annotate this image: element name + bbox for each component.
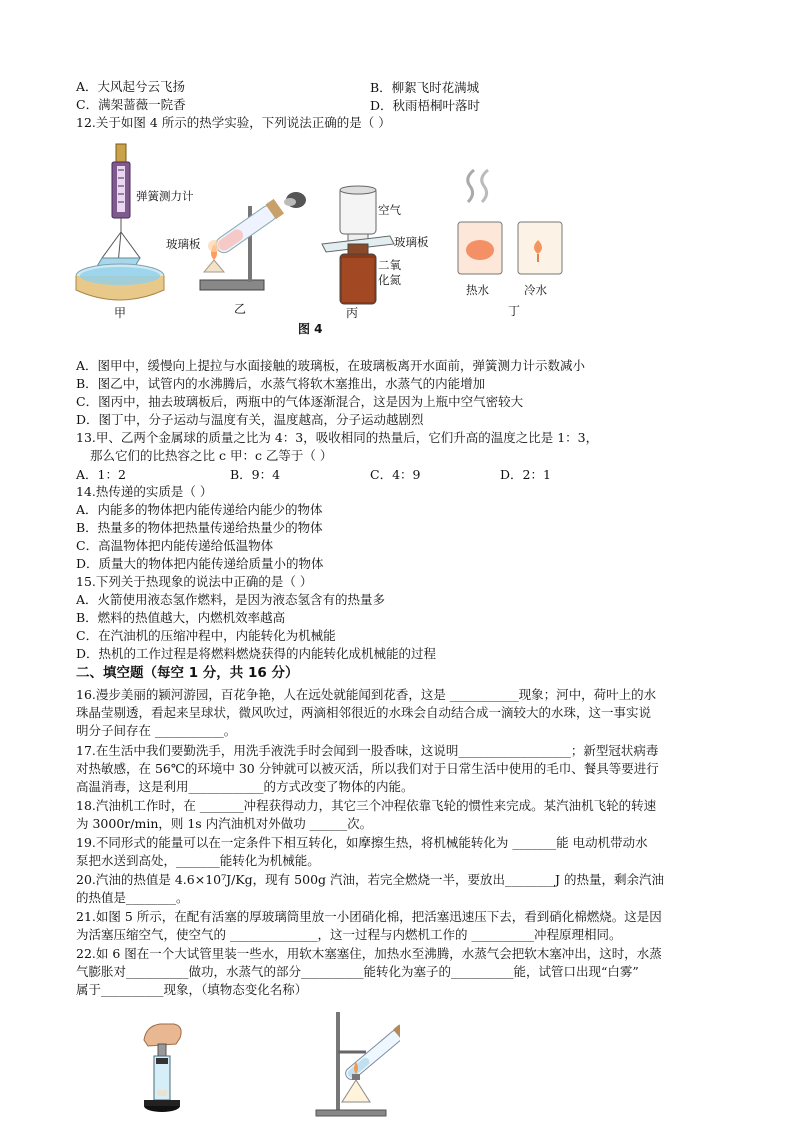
label-cold-water: 冷水 xyxy=(524,283,547,297)
q14-option-d: D．质量大的物体把内能传递给质量小的物体 xyxy=(76,556,324,571)
fig-ding-apparatus xyxy=(458,170,562,274)
q17-line-1: 17.在生活中我们要勤洗手，用洗手液洗手时会闻到一股香味，这说明__________________；新型冠状病毒 xyxy=(76,743,659,758)
q11-option-c: C．满架蔷薇一院香 xyxy=(76,97,186,112)
label-yi: 乙 xyxy=(234,302,247,316)
figures-5-6-illustration xyxy=(140,1010,400,1118)
q13-option-a: A．1：2 xyxy=(76,467,126,482)
label-bing: 丙 xyxy=(346,306,359,320)
q13-stem-1: 13.甲、乙两个金属球的质量之比为 4：3，吸收相同的热量后，它们升高的温度之比是 1：3， xyxy=(76,430,599,445)
fig6-test-tube-stand xyxy=(316,1012,400,1116)
q13-option-d: D．2：1 xyxy=(500,467,551,482)
q15-option-c: C．在汽油机的压缩冲程中，内能转化为机械能 xyxy=(76,628,336,643)
q16-line-3: 明分子间存在 ___________。 xyxy=(76,723,237,738)
q21-line-2: 为活塞压缩空气，使空气的 ______________，这一过程与内燃机工作的 __________冲程原理相同。 xyxy=(76,927,622,942)
q15-option-a: A．火箭使用液态氢作燃料，是因为液态氢含有的热量多 xyxy=(76,592,386,607)
label-no2: 二氧 化氮 xyxy=(378,258,401,287)
q22-line-2: 气膨胀对__________做功，水蒸气的部分__________能转化为塞子的__________能，试管口出现“白雾” xyxy=(76,964,639,979)
q12-option-c: C．图丙中，抽去玻璃板后，两瓶中的气体逐渐混合，这是因为上瓶中空气密较大 xyxy=(76,394,524,409)
q13-stem-2: 那么它们的比热容之比 c 甲：c 乙等于（ ） xyxy=(90,448,333,463)
q14-option-c: C．高温物体把内能传递给低温物体 xyxy=(76,538,274,553)
label-ding: 丁 xyxy=(508,304,521,318)
q13-option-b: B．9：4 xyxy=(230,467,281,482)
q16-line-2: 珠晶莹剔透，看起来呈球状，微风吹过，两滴相邻很近的水珠会自动结合成一滴较大的水珠，这一事实说 xyxy=(76,705,652,720)
label-air: 空气 xyxy=(378,203,401,217)
q15-option-b: B．燃料的热值越大，内燃机效率越高 xyxy=(76,610,286,625)
q20-line-1: 20.汽油的热值是 4.6×10⁷J/Kg，现有 500g 汽油，若完全燃烧一半，要放出________J 的热量，剩余汽油 xyxy=(76,872,664,887)
label-spring-scale: 弹簧测力计 xyxy=(136,189,194,203)
q14-option-a: A．内能多的物体把内能传递给内能少的物体 xyxy=(76,502,323,517)
q11-option-d: D．秋雨梧桐叶落时 xyxy=(370,98,481,113)
q15-option-d: D．热机的工作过程是将燃料燃烧获得的内能转化成机械能的过程 xyxy=(76,646,437,661)
q20-line-2: 的热值是________。 xyxy=(76,890,189,905)
q12-option-d: D．图丁中，分子运动与温度有关，温度越高，分子运动越剧烈 xyxy=(76,412,424,427)
q12-option-a: A．图甲中，缓慢向上提拉与水面接触的玻璃板，在玻璃板离开水面前，弹簧测力计示数减小 xyxy=(76,358,586,373)
q19-line-2: 泵把水送到高处，_______能转化为机械能。 xyxy=(76,853,320,868)
fig-jia-apparatus xyxy=(76,144,164,300)
q14-stem: 14.热传递的实质是（ ） xyxy=(76,484,213,499)
q14-option-b: B．热量多的物体把热量传递给热量少的物体 xyxy=(76,520,323,535)
q19-line-1: 19.不同形式的能量可以在一定条件下相互转化，如摩擦生热，将机械能转化为 _______能 电动机带动水 xyxy=(76,835,648,850)
q18-line-1: 18.汽油机工作时，在 _______冲程获得动力，其它三个冲程依靠飞轮的惯性来完成。某汽油机飞轮的转速 xyxy=(76,798,657,813)
section-2-heading: 二、填空题（每空 1 分，共 16 分） xyxy=(76,665,299,681)
figure-4-illustration xyxy=(72,140,672,340)
q17-line-3: 高温消毒，这是利用____________的方式改变了物体的内能。 xyxy=(76,779,414,794)
fig-yi-apparatus xyxy=(200,192,306,290)
figure-4-caption: 图 4 xyxy=(298,322,323,336)
label-glass-plate-bing: 玻璃板 xyxy=(394,235,429,249)
q17-line-2: 对热敏感，在 56℃的环境中 30 分钟就可以被灭活，所以我们对于日常生活中使用的毛巾、餐具等要进行 xyxy=(76,761,659,776)
label-glass-plate-jia: 玻璃板 xyxy=(166,237,201,251)
q18-line-2: 为 3000r/min，则 1s 内汽油机对外做功 ______次。 xyxy=(76,816,373,831)
q16-line-1: 16.漫步美丽的颍河游园，百花争艳，人在远处就能闻到花香，这是 ___________现象；河中，荷叶上的水 xyxy=(76,687,657,702)
label-hot-water: 热水 xyxy=(466,283,489,297)
q22-line-1: 22.如 6 图在一个大试管里装一些水，用软木塞塞住，加热水至沸腾，水蒸气会把软木塞冲出，这时，水蒸 xyxy=(76,946,662,961)
q12-option-b: B．图乙中，试管内的水沸腾后，水蒸气将软木塞推出，水蒸气的内能增加 xyxy=(76,376,486,391)
q11-option-b: B．柳絮飞时花满城 xyxy=(370,80,480,95)
figures-5-6 xyxy=(140,1010,400,1118)
q12-stem: 12.关于如图 4 所示的热学实验，下列说法正确的是（ ） xyxy=(76,115,391,130)
fig5-piston-cylinder xyxy=(144,1024,181,1112)
q22-line-3: 属于__________现象，（填物态变化名称） xyxy=(76,982,308,997)
label-jia: 甲 xyxy=(114,306,127,320)
q15-stem: 15.下列关于热现象的说法中正确的是（ ） xyxy=(76,574,313,589)
q13-option-c: C．4：9 xyxy=(370,467,421,482)
q11-option-a: A．大风起兮云飞扬 xyxy=(76,79,186,94)
figure-4 xyxy=(72,140,672,340)
q21-line-1: 21.如图 5 所示，在配有活塞的厚玻璃筒里放一小团硝化棉，把活塞迅速压下去，看到硝化棉燃烧。这是因 xyxy=(76,909,662,924)
